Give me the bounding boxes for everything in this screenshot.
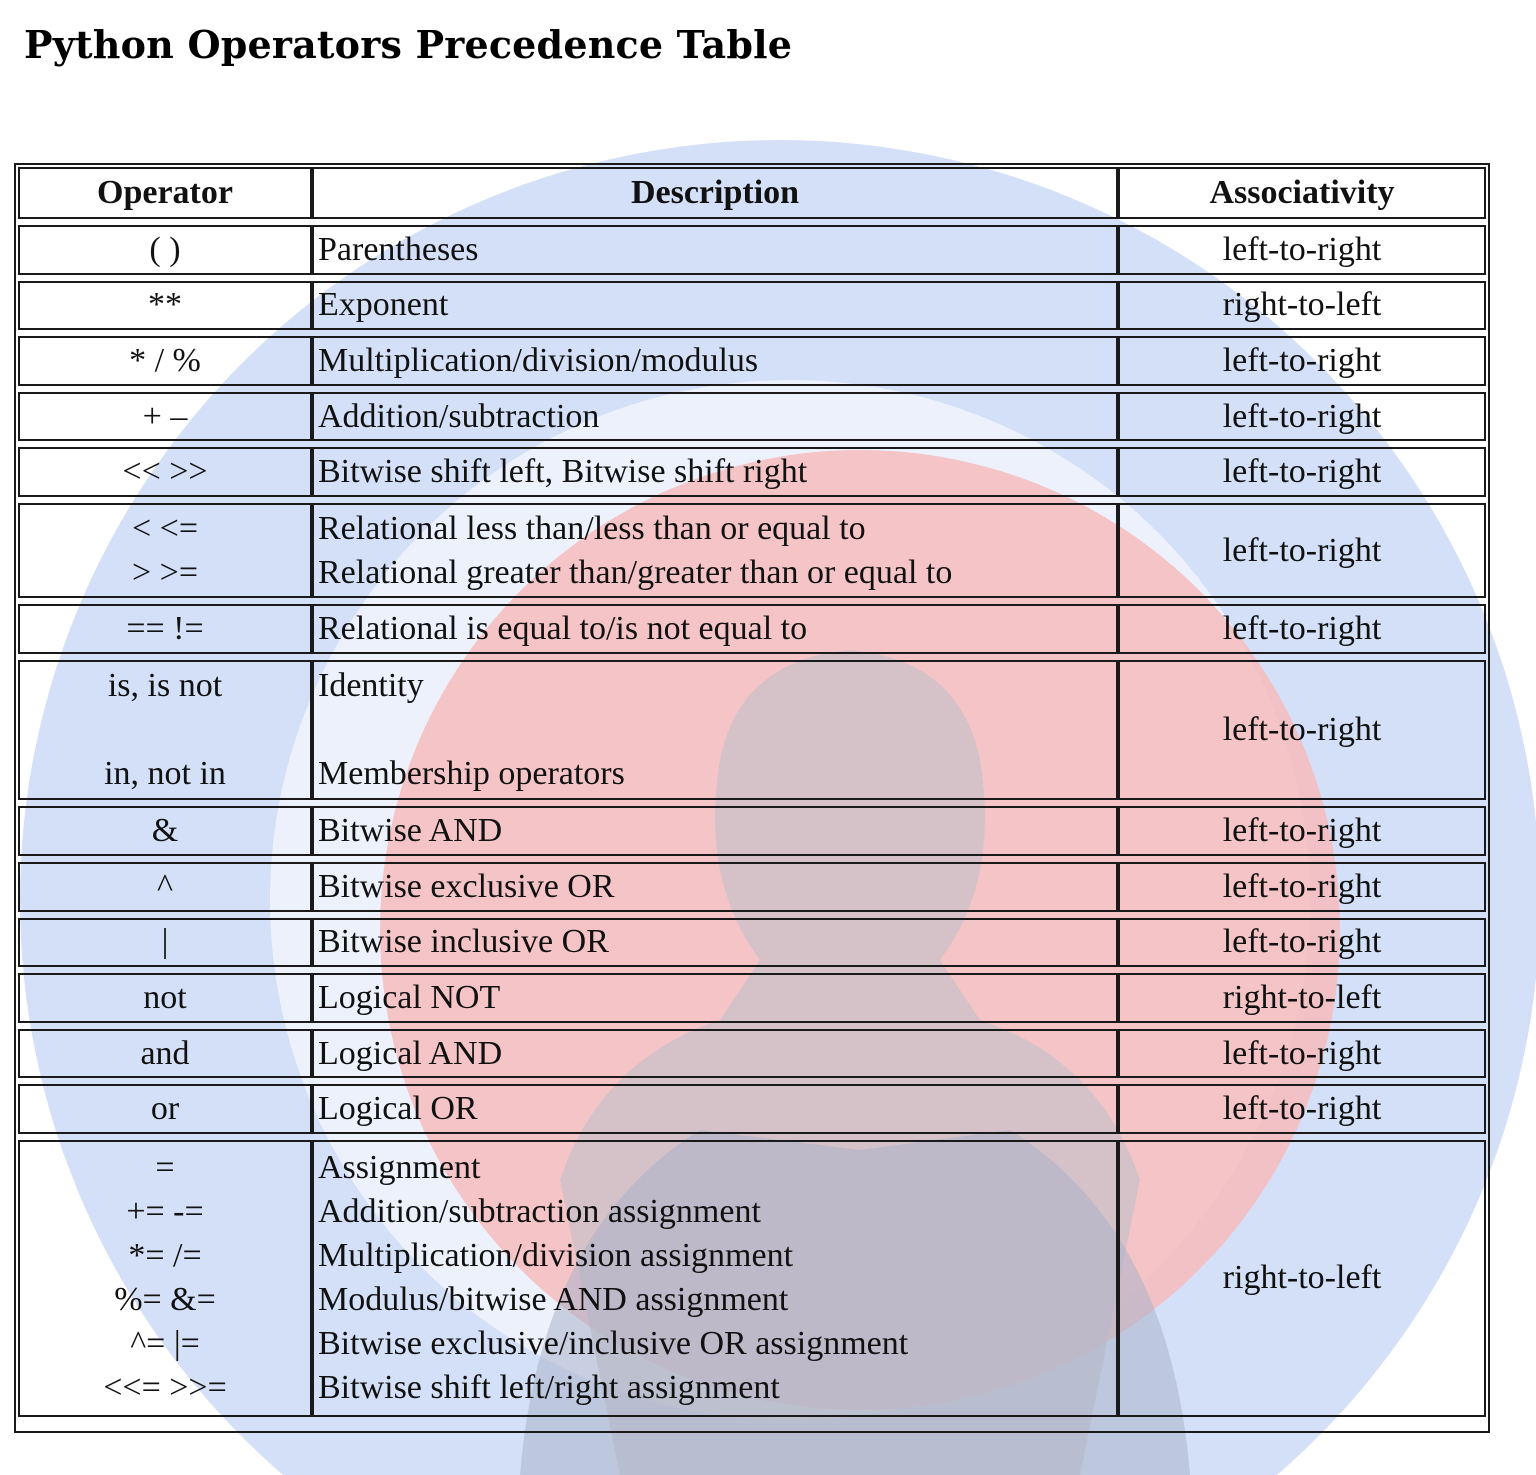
- description-text: Multiplication/division assignment: [318, 1237, 794, 1275]
- description-cell: [312, 806, 1118, 856]
- operator-symbol: and: [140, 1034, 190, 1072]
- operator-symbol: =: [155, 1149, 175, 1187]
- associativity-cell: left-to-right: [1118, 1084, 1486, 1134]
- operator-cell: [18, 447, 312, 497]
- description-text: Addition/subtraction: [318, 397, 600, 435]
- spacer: [318, 708, 1112, 752]
- associativity-cell: right-to-left: [1118, 281, 1486, 331]
- description-text: Logical AND: [318, 1034, 503, 1072]
- table-row: [18, 806, 1486, 856]
- table-body: [18, 225, 1486, 1417]
- precedence-table: [18, 161, 1486, 1423]
- description-cell: [312, 660, 1118, 801]
- operator-cell: [18, 660, 312, 801]
- associativity-cell: left-to-right: [1118, 1029, 1486, 1079]
- operator-symbol: not: [143, 978, 187, 1016]
- table-row: [18, 447, 1486, 497]
- operator-cell: [18, 503, 312, 598]
- operator-cell: [18, 1140, 312, 1417]
- description-text: Exponent: [318, 286, 449, 324]
- description-text: Relational less than/less than or equal to: [318, 509, 866, 547]
- description-cell: [312, 336, 1118, 386]
- description-text: Multiplication/division/modulus: [318, 342, 759, 380]
- description-text: Bitwise exclusive OR: [318, 867, 615, 905]
- operator-symbol: << >>: [122, 453, 208, 491]
- operator-symbol: + –: [142, 397, 188, 435]
- operator-symbol: %= &=: [114, 1281, 216, 1319]
- table-row: [18, 392, 1486, 442]
- table-row: [18, 918, 1486, 968]
- operator-cell: [18, 336, 312, 386]
- operator-symbol: * / %: [129, 342, 201, 380]
- description-text: Bitwise shift left/right assignment: [318, 1369, 780, 1407]
- operator-symbol: in, not in: [104, 755, 226, 793]
- operator-symbol: or: [150, 1090, 180, 1128]
- description-cell: [312, 973, 1118, 1023]
- description-text: Logical NOT: [318, 978, 501, 1016]
- operator-symbol: == !=: [126, 609, 204, 647]
- description-text: Addition/subtraction assignment: [318, 1193, 761, 1231]
- description-cell: [312, 281, 1118, 331]
- description-text: Relational greater than/greater than or equal to: [318, 553, 953, 591]
- description-text: Identity: [318, 667, 424, 705]
- description-text: Assignment: [318, 1149, 481, 1187]
- table-row: [18, 281, 1486, 331]
- operator-symbol: |: [161, 923, 169, 961]
- associativity-cell: right-to-left: [1118, 1140, 1486, 1417]
- table-row: [18, 503, 1486, 598]
- associativity-cell: left-to-right: [1118, 447, 1486, 497]
- description-text: Modulus/bitwise AND assignment: [318, 1281, 789, 1319]
- associativity-cell: left-to-right: [1118, 806, 1486, 856]
- description-text: Bitwise exclusive/inclusive OR assignment: [318, 1325, 909, 1363]
- table-row: [18, 1140, 1486, 1417]
- associativity-cell: left-to-right: [1118, 862, 1486, 912]
- operator-cell: [18, 806, 312, 856]
- description-cell: [312, 1140, 1118, 1417]
- table-row: [18, 862, 1486, 912]
- description-cell: [312, 225, 1118, 275]
- header-description: Description: [312, 167, 1118, 219]
- header-operator: Operator: [18, 167, 312, 219]
- description-text: Bitwise AND: [318, 812, 503, 850]
- table-row: [18, 660, 1486, 801]
- table-row: [18, 1084, 1486, 1134]
- header-row: [18, 167, 1486, 219]
- operator-symbol: is, is not: [107, 667, 223, 705]
- description-text: Bitwise inclusive OR: [318, 923, 609, 961]
- description-cell: [312, 1029, 1118, 1079]
- associativity-cell: left-to-right: [1118, 225, 1486, 275]
- operator-cell: [18, 281, 312, 331]
- associativity-cell: left-to-right: [1118, 336, 1486, 386]
- description-cell: [312, 503, 1118, 598]
- associativity-cell: left-to-right: [1118, 503, 1486, 598]
- description-text: Logical OR: [318, 1090, 478, 1128]
- description-cell: [312, 1084, 1118, 1134]
- table-row: [18, 225, 1486, 275]
- operator-symbol: ^= |=: [130, 1325, 200, 1363]
- description-text: Parentheses: [318, 230, 479, 268]
- operator-cell: [18, 1084, 312, 1134]
- operator-cell: [18, 1029, 312, 1079]
- operator-symbol: *= /=: [128, 1237, 202, 1275]
- operator-cell: [18, 604, 312, 654]
- operator-symbol: ( ): [149, 230, 181, 268]
- associativity-cell: left-to-right: [1118, 918, 1486, 968]
- operator-symbol: ^: [157, 867, 173, 905]
- description-cell: [312, 392, 1118, 442]
- description-cell: [312, 447, 1118, 497]
- table-row: [18, 1029, 1486, 1079]
- description-text: Membership operators: [318, 755, 625, 793]
- operator-symbol: += -=: [126, 1193, 204, 1231]
- associativity-cell: right-to-left: [1118, 973, 1486, 1023]
- operator-symbol: &: [151, 812, 179, 850]
- operator-symbol: > >=: [131, 553, 199, 591]
- associativity-cell: left-to-right: [1118, 604, 1486, 654]
- page-title: Python Operators Precedence Table: [24, 22, 793, 67]
- description-cell: [312, 918, 1118, 968]
- description-text: Bitwise shift left, Bitwise shift right: [318, 453, 808, 491]
- description-cell: [312, 862, 1118, 912]
- description-text: Relational is equal to/is not equal to: [318, 609, 808, 647]
- operator-symbol: < <=: [131, 509, 199, 547]
- operator-cell: [18, 918, 312, 968]
- description-cell: [312, 604, 1118, 654]
- operator-cell: [18, 862, 312, 912]
- associativity-cell: left-to-right: [1118, 660, 1486, 801]
- operator-cell: [18, 225, 312, 275]
- table-row: [18, 336, 1486, 386]
- header-associativity: Associativity: [1118, 167, 1486, 219]
- table-row: [18, 604, 1486, 654]
- operator-symbol: <<= >>=: [103, 1369, 227, 1407]
- associativity-cell: left-to-right: [1118, 392, 1486, 442]
- operator-cell: [18, 392, 312, 442]
- operator-cell: [18, 973, 312, 1023]
- spacer: [24, 708, 306, 752]
- table-row: [18, 973, 1486, 1023]
- operator-symbol: **: [148, 286, 182, 324]
